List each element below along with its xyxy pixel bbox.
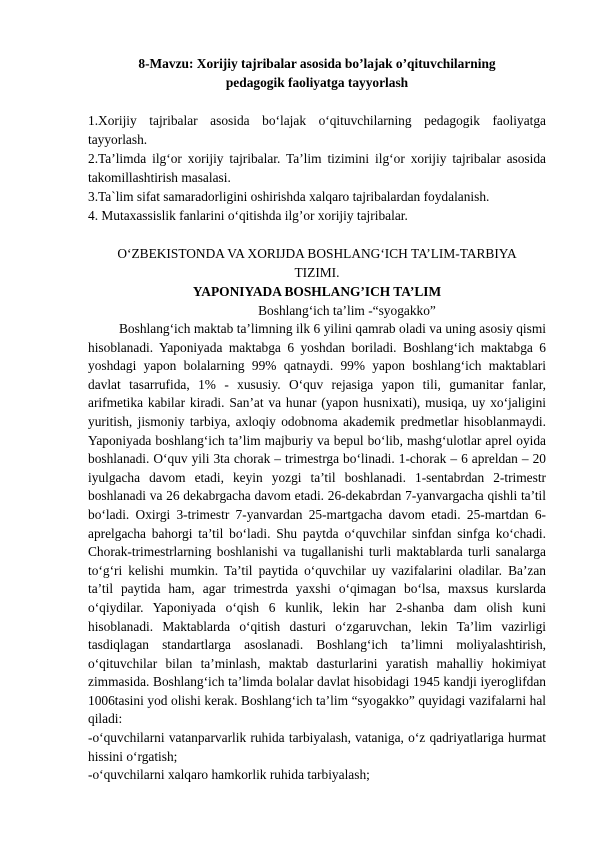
- title-line-1: 8-Mavzu: Xorijiy tajribalar asosida bo’lajak o’qituvchilarning: [138, 56, 496, 71]
- objectives-list: [88, 111, 546, 225]
- objective-item-4: 4. Mutaxassislik fanlarini o‘qitishda ilg’or xorijiy tajribalar.: [88, 208, 408, 223]
- title-line-2: pedagogik faoliyatga tayyorlash: [225, 75, 409, 90]
- section-subheading: YAPONIYADA BOSHLANG’ICH TA’LIM: [192, 284, 442, 299]
- objective-item-1: 1.Xorijiy tajribalar asosida bo‘lajak o‘qituvchilarning pedagogik faoliyatga tayyorlash.: [88, 113, 546, 147]
- objective-item-3: 3.Ta`lim sifat samaradorligini oshirishda xalqaro tajribalardan foydalanish.: [88, 189, 490, 204]
- document-title: [88, 54, 546, 92]
- body-paragraph: Boshlang‘ich maktab ta’limning ilk 6 yilini qamrab oladi va uning asosiy qismi hisoblanadi. Yaponiyada maktabga 6 yoshdan boriladi. Boshlang‘ich maktabga 6 yoshdagi yapon bolalarning 99% qatnaydi. 99% yapon boshlang‘ich maktablari davlat tasarrufida, 1% - xususiy. O‘quv rejasiga yapon tili, gumanitar fanlar, arifmetika kabilar kiradi. San’at va hunar (yapon husnixati), musiqa, uy xo‘jaligini yuritish, jismoniy tarbiya, axloqiy odobnoma akademik predmetlar hisoblanmaydi. Yaponiyada boshlang‘ich ta’lim majburiy va bepul bo‘lib, mashg‘ulotlar aprel oyida boshlanadi. O‘quv yili 3ta chorak – trimestrga bo‘linadi. 1-chorak – 6 apreldan – 20 iyulgacha davom etadi, keyin yozgi ta’til boshlanadi. 1-sentabrdan 2-trimestr boshlanadi va 26 dekabrgacha davom etadi. 26-dekabrdan 7-yanvargacha qishli ta’til bo‘ladi. Oxirgi 3-trimestr 7-yanvardan 25-martgacha davom etadi. 25-martdan 6-aprelgacha bahorgi ta’til bo‘ladi. Shu paytda o‘quvchilar sinfdan sinfga ko‘chadi. Chorak-trimestrlarning boshlanishi va tugallanishi turli maktablarda turli sanalarga to‘g‘ri kelishi mumkin. Ta’til paytida o‘quvchilar uy vazifalarini oladilar. Ba’zan ta’til paytida ham, agar trimestrda yaxshi o‘qimagan bo‘lsa, maxsus kurslarda o‘qiydilar. Yaponiyada o‘qish 6 kunlik, lekin har 2-shanba dam olish kuni hisoblanadi. Maktablarda o‘qitish dasturi o‘zgaruvchan, lekin Ta’lim vazirligi tasdiqlagan standartlarga asoslanadi. Boshlang‘ich ta’limni moliyalashtirish, o‘qituvchilar bilan ta’minlash, maktab dasturlarini yaratish mahalliy hokimiyat zimmasida. Boshlang‘ich ta’limda bolalar davlat hisobidagi 1945 kandji iyeroglifdan 1006tasini yod olishi kerak. Boshlang‘ich ta’lim “syogakko” quyidagi vazifalarni hal qiladi:: [88, 321, 546, 727]
- document-page: [88, 54, 546, 785]
- objective-item-2: 2.Ta’limda ilg‘or xorijiy tajribalar. Ta’lim tizimini ilg‘or xorijiy tajribalar asosida takomillashtirish masalasi.: [88, 151, 546, 185]
- bullet-item-1: -o‘quvchilarni vatanparvarlik ruhida tarbiyalash, vataniga, o‘z qadriyatlariga hurmat hissini o‘rgatish;: [88, 730, 546, 764]
- section-subheading-2: Boshlang‘ich ta’lim -“syogakko”: [258, 303, 436, 318]
- section-heading-line-1: O‘ZBEKISTONDA VA XORIJDA BOSHLANG‘ICH TA’LIM-TARBIYA: [117, 246, 517, 261]
- bullet-item-2: -o‘quvchilarni xalqaro hamkorlik ruhida tarbiyalash;: [88, 767, 370, 783]
- section-heading: [88, 244, 546, 282]
- section-heading-line-2: TIZIMI.: [294, 265, 340, 280]
